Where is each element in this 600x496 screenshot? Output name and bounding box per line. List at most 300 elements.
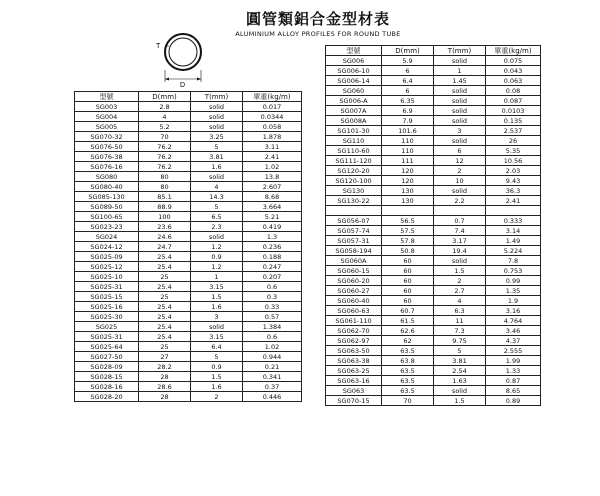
cell-diameter: 25.4 — [139, 282, 191, 292]
table-row — [326, 106, 541, 116]
cell-model: SG025-64 — [75, 342, 139, 352]
cell-model: SG025-31 — [75, 332, 139, 342]
cell-diameter: 5.2 — [139, 122, 191, 132]
table-row — [326, 196, 541, 206]
cell-diameter: 60 — [382, 266, 434, 276]
cell-diameter: 25 — [139, 292, 191, 302]
cell-diameter: 60 — [382, 276, 434, 286]
cell-model: SG089-50 — [75, 202, 139, 212]
cell-diameter: 62 — [382, 336, 434, 346]
cell-diameter: 25.4 — [139, 252, 191, 262]
header-diameter: D(mm) — [382, 46, 434, 56]
table-row — [326, 336, 541, 346]
cell-diameter: 25.4 — [139, 332, 191, 342]
table-row — [326, 346, 541, 356]
cell-unit-weight: 0.944 — [243, 352, 302, 362]
round-tube-diagram — [145, 26, 220, 88]
cell-unit-weight: 2.41 — [243, 152, 302, 162]
cell-thickness: solid — [434, 386, 486, 396]
spec-table-left — [74, 91, 302, 402]
cell-thickness: solid — [434, 86, 486, 96]
cell-diameter: 27 — [139, 352, 191, 362]
cell-unit-weight: 2.41 — [486, 196, 541, 206]
cell-thickness: solid — [191, 102, 243, 112]
cell-model: SG085-130 — [75, 192, 139, 202]
cell-model: SG023-23 — [75, 222, 139, 232]
cell-model: SG060-63 — [326, 306, 382, 316]
table-row — [326, 366, 541, 376]
cell-unit-weight: 5.21 — [243, 212, 302, 222]
cell-diameter: 6.4 — [382, 76, 434, 86]
cell-diameter: 63.5 — [382, 376, 434, 386]
cell-thickness: 6.4 — [191, 342, 243, 352]
cell-thickness: 1.5 — [434, 266, 486, 276]
table-row — [75, 242, 302, 252]
cell-model: SG008A — [326, 116, 382, 126]
cell-diameter: 4 — [139, 112, 191, 122]
page-subtitle: ALUMINIUM ALLOY PROFILES FOR ROUND TUBE — [235, 30, 401, 38]
table-row — [326, 176, 541, 186]
table-row — [75, 382, 302, 392]
cell-unit-weight: 1.35 — [486, 286, 541, 296]
cell-diameter: 63.5 — [382, 346, 434, 356]
cell-unit-weight: 2.555 — [486, 346, 541, 356]
cell-unit-weight: 0.3 — [243, 292, 302, 302]
table-row — [75, 312, 302, 322]
cell-unit-weight: 0.33 — [243, 302, 302, 312]
cell-thickness: 1.6 — [191, 162, 243, 172]
cell-diameter: 23.6 — [139, 222, 191, 232]
cell-model: SG003 — [75, 102, 139, 112]
cell-model — [326, 206, 382, 216]
cell-diameter: 2.8 — [139, 102, 191, 112]
table-row — [326, 266, 541, 276]
table-row — [75, 152, 302, 162]
spec-table-right — [325, 45, 541, 406]
cell-thickness: solid — [434, 136, 486, 146]
cell-thickness: 6.3 — [434, 306, 486, 316]
cell-thickness: 5 — [191, 142, 243, 152]
cell-diameter: 111 — [382, 156, 434, 166]
table-row — [75, 122, 302, 132]
cell-model: SG006 — [326, 56, 382, 66]
cell-model: SG063-38 — [326, 356, 382, 366]
cell-model: SG080 — [75, 172, 139, 182]
table-row — [75, 202, 302, 212]
table-row — [326, 166, 541, 176]
cell-thickness: 3.15 — [191, 282, 243, 292]
cell-unit-weight: 5.35 — [486, 146, 541, 156]
table-row — [75, 282, 302, 292]
table-header-row — [326, 46, 541, 56]
cell-model: SG025-15 — [75, 292, 139, 302]
cell-thickness: 2.2 — [434, 196, 486, 206]
cell-diameter: 7.9 — [382, 116, 434, 126]
table-row — [326, 76, 541, 86]
cell-unit-weight: 0.017 — [243, 102, 302, 112]
cell-thickness: 1 — [434, 66, 486, 76]
cell-thickness: 0.9 — [191, 252, 243, 262]
table-row — [75, 132, 302, 142]
cell-diameter — [382, 206, 434, 216]
table-row — [75, 302, 302, 312]
cell-unit-weight: 1.3 — [243, 232, 302, 242]
table-row — [326, 86, 541, 96]
header-diameter: D(mm) — [139, 92, 191, 102]
page-title: 圓管類鋁合金型材表 — [245, 10, 390, 28]
cell-model: SG006-10 — [326, 66, 382, 76]
cell-unit-weight: 5.224 — [486, 246, 541, 256]
cell-thickness: 3.25 — [191, 132, 243, 142]
cell-diameter: 24.6 — [139, 232, 191, 242]
cell-diameter: 88.9 — [139, 202, 191, 212]
cell-unit-weight: 0.89 — [486, 396, 541, 406]
cell-model: SG025-12 — [75, 262, 139, 272]
cell-diameter: 6.35 — [382, 96, 434, 106]
cell-thickness: 0.7 — [434, 216, 486, 226]
table-row — [75, 362, 302, 372]
cell-diameter: 76.2 — [139, 152, 191, 162]
cell-thickness: solid — [434, 116, 486, 126]
cell-model: SG058-194 — [326, 246, 382, 256]
cell-unit-weight: 7.8 — [486, 256, 541, 266]
cell-thickness: 2 — [434, 166, 486, 176]
table-row — [75, 222, 302, 232]
table-row — [75, 172, 302, 182]
table-row — [75, 142, 302, 152]
cell-diameter: 6.9 — [382, 106, 434, 116]
cell-model: SG028-16 — [75, 382, 139, 392]
table-row — [75, 352, 302, 362]
table-row — [326, 356, 541, 366]
table-row — [326, 226, 541, 236]
cell-diameter: 62.6 — [382, 326, 434, 336]
cell-thickness: 1.6 — [191, 382, 243, 392]
cell-model: SG060-27 — [326, 286, 382, 296]
cell-model: SG130-22 — [326, 196, 382, 206]
cell-diameter: 28.2 — [139, 362, 191, 372]
cell-unit-weight: 1.33 — [486, 366, 541, 376]
cell-thickness: 14.3 — [191, 192, 243, 202]
cell-unit-weight: 3.11 — [243, 142, 302, 152]
cell-model: SG110-60 — [326, 146, 382, 156]
cell-model: SG062-70 — [326, 326, 382, 336]
table-row — [75, 392, 302, 402]
cell-model: SG111-120 — [326, 156, 382, 166]
cell-unit-weight: 0.57 — [243, 312, 302, 322]
cell-model: SG061-110 — [326, 316, 382, 326]
cell-diameter: 25.4 — [139, 262, 191, 272]
table-row — [326, 376, 541, 386]
cell-model: SG063-16 — [326, 376, 382, 386]
cell-model: SG076-16 — [75, 162, 139, 172]
cell-model: SG120-100 — [326, 176, 382, 186]
cell-model: SG110 — [326, 136, 382, 146]
cell-thickness: 3 — [434, 126, 486, 136]
cell-model: SG025-10 — [75, 272, 139, 282]
cell-thickness: 1.2 — [191, 242, 243, 252]
cell-thickness: 3 — [191, 312, 243, 322]
cell-unit-weight: 1.384 — [243, 322, 302, 332]
cell-model: SG024 — [75, 232, 139, 242]
cell-diameter: 25 — [139, 342, 191, 352]
cell-diameter: 63.8 — [382, 356, 434, 366]
cell-unit-weight: 8.68 — [243, 192, 302, 202]
table-row — [326, 156, 541, 166]
cell-unit-weight: 2.537 — [486, 126, 541, 136]
table-row — [75, 272, 302, 282]
cell-unit-weight: 0.341 — [243, 372, 302, 382]
cell-model: SG060-40 — [326, 296, 382, 306]
cell-thickness: solid — [434, 256, 486, 266]
cell-unit-weight: 1.02 — [243, 162, 302, 172]
cell-thickness: solid — [434, 56, 486, 66]
cell-model: SG004 — [75, 112, 139, 122]
header-thickness: T(mm) — [191, 92, 243, 102]
table-row — [326, 236, 541, 246]
cell-diameter: 25.4 — [139, 312, 191, 322]
table-row — [326, 96, 541, 106]
cell-diameter: 120 — [382, 166, 434, 176]
table-row — [326, 186, 541, 196]
cell-model: SG063 — [326, 386, 382, 396]
cell-unit-weight: 0.21 — [243, 362, 302, 372]
header-unit-weight: 單重(kg/m) — [486, 46, 541, 56]
cell-unit-weight: 0.37 — [243, 382, 302, 392]
table-row — [75, 162, 302, 172]
cell-unit-weight: 26 — [486, 136, 541, 146]
table-row — [75, 232, 302, 242]
table-row — [326, 136, 541, 146]
cell-model: SG025-09 — [75, 252, 139, 262]
cell-thickness: solid — [434, 106, 486, 116]
cell-model: SG006-14 — [326, 76, 382, 86]
cell-unit-weight — [486, 206, 541, 216]
cell-thickness: 0.9 — [191, 362, 243, 372]
cell-unit-weight: 0.236 — [243, 242, 302, 252]
cell-diameter: 110 — [382, 136, 434, 146]
cell-unit-weight: 1.9 — [486, 296, 541, 306]
cell-model: SG100-65 — [75, 212, 139, 222]
cell-unit-weight: 0.753 — [486, 266, 541, 276]
cell-unit-weight: 9.43 — [486, 176, 541, 186]
cell-thickness: 6 — [434, 146, 486, 156]
cell-thickness: 2.3 — [191, 222, 243, 232]
cell-model: SG070-32 — [75, 132, 139, 142]
table-row — [75, 112, 302, 122]
cell-unit-weight: 0.188 — [243, 252, 302, 262]
cell-thickness: 3.17 — [434, 236, 486, 246]
cell-model: SG120-20 — [326, 166, 382, 176]
cell-thickness: 1.6 — [191, 302, 243, 312]
cell-thickness: 1 — [191, 272, 243, 282]
cell-model: SG130 — [326, 186, 382, 196]
cell-diameter: 28 — [139, 372, 191, 382]
cell-thickness: 3.81 — [191, 152, 243, 162]
cell-diameter: 76.2 — [139, 162, 191, 172]
header-unit-weight: 單重(kg/m) — [243, 92, 302, 102]
cell-unit-weight: 1.02 — [243, 342, 302, 352]
cell-thickness: solid — [191, 322, 243, 332]
table-row — [326, 316, 541, 326]
table-row — [75, 192, 302, 202]
table-row — [75, 102, 302, 112]
cell-thickness: 2.54 — [434, 366, 486, 376]
cell-unit-weight: 0.08 — [486, 86, 541, 96]
table-row — [75, 252, 302, 262]
table-row — [326, 56, 541, 66]
cell-unit-weight: 4.764 — [486, 316, 541, 326]
cell-unit-weight: 1.99 — [486, 356, 541, 366]
cell-model: SG057-31 — [326, 236, 382, 246]
cell-model: SG028-09 — [75, 362, 139, 372]
table-row — [75, 212, 302, 222]
cell-unit-weight: 4.37 — [486, 336, 541, 346]
cell-thickness: solid — [191, 122, 243, 132]
cell-diameter: 60 — [382, 286, 434, 296]
cell-diameter: 110 — [382, 146, 434, 156]
cell-diameter: 6 — [382, 86, 434, 96]
cell-unit-weight: 0.0103 — [486, 106, 541, 116]
cell-thickness: 5 — [191, 202, 243, 212]
cell-unit-weight: 0.247 — [243, 262, 302, 272]
cell-model: SG007A — [326, 106, 382, 116]
cell-thickness: 9.75 — [434, 336, 486, 346]
cell-thickness: solid — [434, 186, 486, 196]
cell-unit-weight: 0.043 — [486, 66, 541, 76]
table-row — [326, 206, 541, 216]
cell-model: SG060A — [326, 256, 382, 266]
cell-diameter: 60.7 — [382, 306, 434, 316]
cell-model: SG057-74 — [326, 226, 382, 236]
cell-unit-weight: 0.063 — [486, 76, 541, 86]
table-row — [326, 296, 541, 306]
cell-diameter: 57.8 — [382, 236, 434, 246]
cell-model: SG080-40 — [75, 182, 139, 192]
table-row — [326, 146, 541, 156]
cell-thickness: 2 — [191, 392, 243, 402]
cell-diameter: 60 — [382, 256, 434, 266]
cell-model: SG060 — [326, 86, 382, 96]
cell-thickness: 4 — [191, 182, 243, 192]
cell-unit-weight: 2.03 — [486, 166, 541, 176]
cell-unit-weight: 0.075 — [486, 56, 541, 66]
table-header-row — [75, 92, 302, 102]
cell-diameter: 70 — [382, 396, 434, 406]
table-row — [326, 276, 541, 286]
cell-diameter: 70 — [139, 132, 191, 142]
cell-diameter: 85.1 — [139, 192, 191, 202]
cell-unit-weight: 13.8 — [243, 172, 302, 182]
cell-thickness: 7.4 — [434, 226, 486, 236]
cell-model: SG028-20 — [75, 392, 139, 402]
cell-thickness: 3.81 — [434, 356, 486, 366]
cell-unit-weight: 3.14 — [486, 226, 541, 236]
cell-diameter: 100 — [139, 212, 191, 222]
table-row — [326, 246, 541, 256]
cell-diameter: 63.5 — [382, 366, 434, 376]
cell-diameter: 28 — [139, 392, 191, 402]
cell-model: SG056-07 — [326, 216, 382, 226]
table-row — [326, 306, 541, 316]
cell-diameter: 80 — [139, 172, 191, 182]
cell-thickness: 1.5 — [191, 372, 243, 382]
cell-model: SG025-31 — [75, 282, 139, 292]
table-row — [326, 396, 541, 406]
cell-model: SG060-15 — [326, 266, 382, 276]
cell-model: SG025 — [75, 322, 139, 332]
cell-model: SG076-50 — [75, 142, 139, 152]
table-row — [326, 216, 541, 226]
cell-diameter: 63.5 — [382, 386, 434, 396]
diameter-label: D — [180, 82, 186, 88]
cell-thickness — [434, 206, 486, 216]
cell-thickness: 12 — [434, 156, 486, 166]
cell-diameter: 56.5 — [382, 216, 434, 226]
table-row — [75, 332, 302, 342]
cell-model: SG027-50 — [75, 352, 139, 362]
cell-diameter: 50.8 — [382, 246, 434, 256]
cell-model: SG101-30 — [326, 126, 382, 136]
cell-thickness: 6.5 — [191, 212, 243, 222]
header-thickness: T(mm) — [434, 46, 486, 56]
cell-diameter: 130 — [382, 186, 434, 196]
cell-thickness: 1.63 — [434, 376, 486, 386]
cell-unit-weight: 0.419 — [243, 222, 302, 232]
cell-thickness: 2 — [434, 276, 486, 286]
cell-unit-weight: 3.46 — [486, 326, 541, 336]
cell-unit-weight: 3.664 — [243, 202, 302, 212]
cell-model: SG024-12 — [75, 242, 139, 252]
cell-thickness: 7.3 — [434, 326, 486, 336]
cell-diameter: 24.7 — [139, 242, 191, 252]
cell-diameter: 120 — [382, 176, 434, 186]
thickness-label: T — [156, 43, 161, 50]
table-row — [75, 322, 302, 332]
cell-unit-weight: 0.0344 — [243, 112, 302, 122]
cell-diameter: 57.5 — [382, 226, 434, 236]
table-row — [326, 126, 541, 136]
cell-diameter: 25 — [139, 272, 191, 282]
cell-diameter: 5.9 — [382, 56, 434, 66]
cell-unit-weight: 0.99 — [486, 276, 541, 286]
cell-model: SG025-16 — [75, 302, 139, 312]
table-row — [326, 256, 541, 266]
cell-model: SG005 — [75, 122, 139, 132]
cell-unit-weight: 0.87 — [486, 376, 541, 386]
cell-thickness: 1.5 — [191, 292, 243, 302]
cell-thickness: solid — [191, 172, 243, 182]
cell-thickness: 4 — [434, 296, 486, 306]
cell-model: SG060-20 — [326, 276, 382, 286]
cell-model: SG076-38 — [75, 152, 139, 162]
header-model: 型號 — [75, 92, 139, 102]
cell-model: SG006-A — [326, 96, 382, 106]
cell-unit-weight: 3.16 — [486, 306, 541, 316]
cell-model: SG063-25 — [326, 366, 382, 376]
cell-thickness: 2.7 — [434, 286, 486, 296]
table-row — [75, 182, 302, 192]
cell-unit-weight: 2.607 — [243, 182, 302, 192]
cell-diameter: 61.5 — [382, 316, 434, 326]
cell-thickness: 1.45 — [434, 76, 486, 86]
table-row — [326, 326, 541, 336]
table-row — [326, 116, 541, 126]
cell-diameter: 60 — [382, 296, 434, 306]
table-row — [326, 386, 541, 396]
cell-diameter: 28.6 — [139, 382, 191, 392]
cell-model: SG070-15 — [326, 396, 382, 406]
